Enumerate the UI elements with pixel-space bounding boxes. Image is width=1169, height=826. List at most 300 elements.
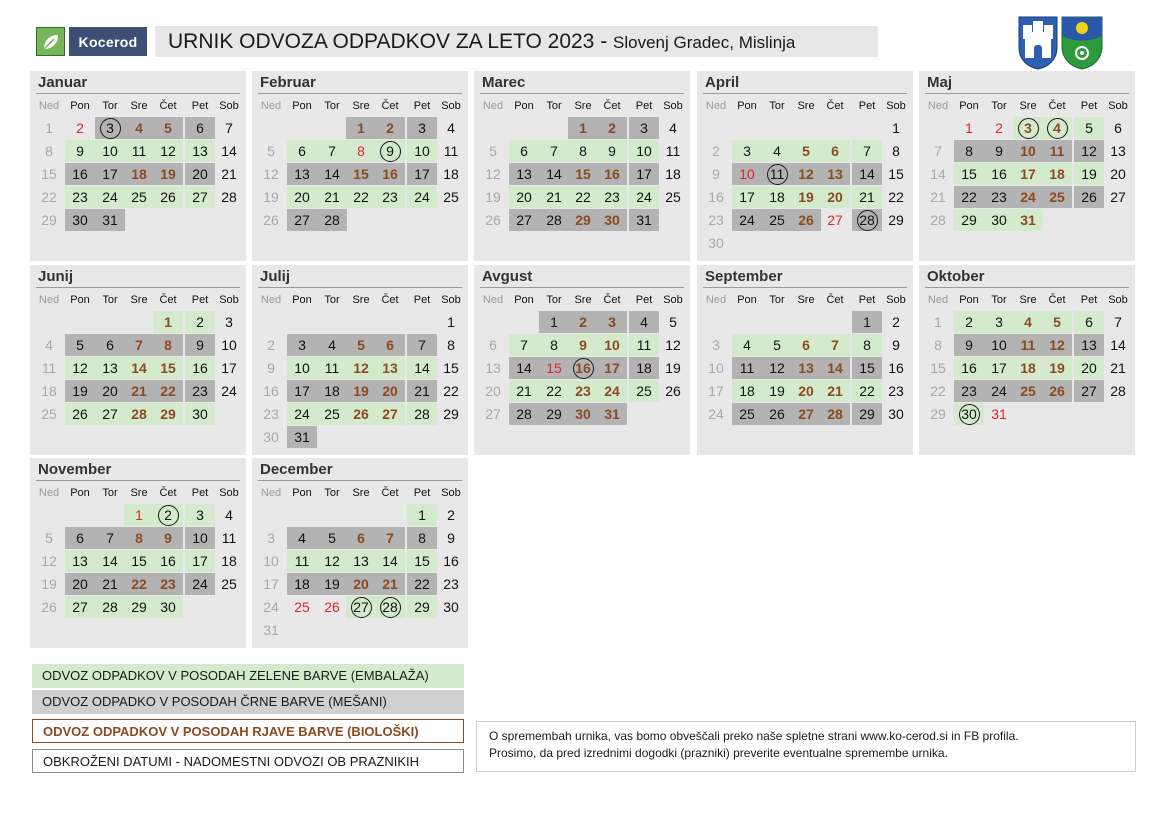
calendar-day: 19 (762, 380, 792, 402)
weekday-header: Čet (381, 294, 399, 306)
month-oktober (919, 265, 1135, 455)
weekday-header: Tor (324, 294, 340, 306)
month-november (30, 458, 246, 648)
calendar-day: 30 (65, 209, 95, 231)
logo-text: Kocerod (69, 27, 147, 56)
calendar-day: 8 (447, 337, 455, 353)
circled-day: 4 (1047, 118, 1068, 139)
calendar-day: 6 (1114, 120, 1122, 136)
calendar-day: 30 (263, 429, 279, 445)
calendar-day: 27 (287, 209, 317, 231)
calendar-day: 3 (629, 117, 659, 139)
calendar-day: 24 (732, 209, 762, 231)
month-name: Januar (38, 74, 88, 91)
legend-gray: ODVOZ ODPADKO V POSODAH ČRNE BARVE (MEŠANI) (32, 690, 464, 714)
circled-day: 28 (857, 210, 878, 231)
calendar-day: 28 (820, 403, 850, 425)
calendar-day: 17 (732, 186, 762, 208)
calendar-day: 13 (65, 550, 95, 572)
calendar-day: 1 (934, 314, 942, 330)
weekday-header: Ned (705, 100, 727, 112)
calendar-day: 19 (41, 576, 57, 592)
info-note-line-1: O spremembah urnika, vas bomo obveščali preko naše spletne strani www.ko-cerod.si in FB profila. (489, 729, 1019, 743)
calendar-day: 17 (708, 383, 724, 399)
calendar-day: 23 (263, 406, 279, 422)
month-divider (258, 287, 462, 288)
calendar-day: 29 (568, 209, 598, 231)
calendar-day: 9 (568, 334, 598, 356)
calendar-day: 6 (375, 334, 405, 356)
calendar-day (346, 596, 376, 618)
weekday-header: Čet (1048, 294, 1066, 306)
calendar-day: 2 (892, 314, 900, 330)
weekday-header: Sre (797, 100, 815, 112)
month-name: September (705, 268, 783, 285)
calendar-day: 20 (1074, 357, 1104, 379)
calendar-day: 10 (185, 527, 215, 549)
calendar-day: 10 (732, 163, 762, 185)
weekday-header: Pon (70, 487, 90, 499)
calendar-day: 23 (375, 186, 405, 208)
calendar-day: 26 (791, 209, 821, 231)
calendar-day: 5 (791, 140, 821, 162)
calendar-day (95, 117, 125, 139)
calendar-day: 10 (1013, 140, 1043, 162)
weekday-header: Ned (927, 294, 949, 306)
calendar-day: 5 (669, 314, 677, 330)
calendar-day: 2 (375, 117, 405, 139)
weekday-header: Sre (1019, 294, 1037, 306)
calendar-day: 19 (263, 189, 279, 205)
calendar-day: 10 (221, 337, 237, 353)
calendar-day: 5 (1042, 311, 1072, 333)
calendar-day: 22 (41, 189, 57, 205)
month-name: Junij (38, 268, 74, 285)
calendar-day: 6 (791, 334, 821, 356)
calendar-day: 23 (597, 186, 627, 208)
weekday-header: Čet (159, 487, 177, 499)
calendar-day: 30 (984, 209, 1014, 231)
calendar-day: 21 (375, 573, 405, 595)
weekday-header: Ned (38, 294, 60, 306)
calendar-day: 8 (852, 334, 882, 356)
calendar-day: 3 (732, 140, 762, 162)
calendar-day: 3 (984, 311, 1014, 333)
title-text: URNIK ODVOZA ODPADKOV ZA LETO 2023 - (168, 30, 608, 53)
calendar-day: 20 (791, 380, 821, 402)
calendar-day: 23 (568, 380, 598, 402)
calendar-day: 8 (892, 143, 900, 159)
calendar-day: 28 (124, 403, 154, 425)
circled-day: 27 (351, 597, 372, 618)
calendar-day: 27 (375, 403, 405, 425)
calendar-day: 8 (153, 334, 183, 356)
weekday-header: Ned (38, 100, 60, 112)
calendar-day: 24 (95, 186, 125, 208)
calendar-day: 19 (665, 360, 681, 376)
weekday-header: Pet (413, 294, 431, 306)
calendar-day: 1 (124, 504, 154, 526)
calendar-day: 5 (267, 143, 275, 159)
calendar-day: 3 (597, 311, 627, 333)
calendar-day: 26 (1074, 186, 1104, 208)
weekday-header: Pon (737, 294, 757, 306)
month-marec (474, 71, 690, 261)
calendar-day: 29 (930, 406, 946, 422)
calendar-day: 23 (185, 380, 215, 402)
calendar-day: 13 (509, 163, 539, 185)
calendar-day: 16 (263, 383, 279, 399)
calendar-day: 25 (732, 403, 762, 425)
weekday-header: Ned (38, 487, 60, 499)
weekday-header: Pet (413, 100, 431, 112)
weekday-header: Sob (441, 487, 461, 499)
calendar-day: 26 (263, 212, 279, 228)
calendar-day (1013, 117, 1043, 139)
weekday-header: Sre (130, 294, 148, 306)
calendar-day: 11 (629, 334, 659, 356)
month-divider (36, 287, 240, 288)
calendar-day: 27 (509, 209, 539, 231)
month-maj (919, 71, 1135, 261)
calendar-day: 27 (65, 596, 95, 618)
calendar-day: 25 (762, 209, 792, 231)
weekday-header: Tor (324, 100, 340, 112)
weekday-header: Čet (826, 294, 844, 306)
calendar-day: 26 (324, 599, 340, 615)
month-divider (36, 480, 240, 481)
month-december (252, 458, 468, 648)
calendar-day: 24 (185, 573, 215, 595)
calendar-day: 27 (827, 212, 843, 228)
calendar-day (375, 596, 405, 618)
calendar-day: 26 (485, 212, 501, 228)
weekday-header: Čet (159, 294, 177, 306)
calendar-day: 18 (287, 573, 317, 595)
calendar-day: 28 (509, 403, 539, 425)
calendar-day: 8 (568, 140, 598, 162)
calendar-day: 14 (407, 357, 437, 379)
calendar-day: 23 (443, 576, 459, 592)
calendar-day: 22 (888, 189, 904, 205)
calendar-day: 28 (1110, 383, 1126, 399)
calendar-day: 13 (346, 550, 376, 572)
calendar-day: 25 (1042, 186, 1072, 208)
title-location: Slovenj Gradec, Mislinja (613, 33, 796, 52)
calendar-day: 7 (124, 334, 154, 356)
calendar-day: 6 (287, 140, 317, 162)
calendar-day: 22 (153, 380, 183, 402)
calendar-day: 21 (221, 166, 237, 182)
circled-day: 9 (380, 141, 401, 162)
calendar-day: 18 (221, 553, 237, 569)
calendar-day: 29 (539, 403, 569, 425)
calendar-day: 30 (708, 235, 724, 251)
calendar-day: 15 (568, 163, 598, 185)
calendar-day: 20 (485, 383, 501, 399)
calendar-day: 28 (407, 403, 437, 425)
slovenj-gradec-crest-icon (1018, 16, 1058, 70)
calendar-day: 16 (708, 189, 724, 205)
calendar-day: 10 (708, 360, 724, 376)
calendar-day: 4 (45, 337, 53, 353)
calendar-day: 20 (1110, 166, 1126, 182)
calendar-day: 24 (263, 599, 279, 615)
calendar-day: 8 (45, 143, 53, 159)
calendar-day: 1 (965, 120, 973, 136)
calendar-day: 30 (568, 403, 598, 425)
weekday-header: Tor (102, 100, 118, 112)
calendar-day: 20 (375, 380, 405, 402)
weekday-header: Sre (352, 487, 370, 499)
calendar-day: 17 (263, 576, 279, 592)
calendar-day: 26 (762, 403, 792, 425)
weekday-header: Pet (191, 294, 209, 306)
calendar-day: 18 (762, 186, 792, 208)
calendar-day: 6 (489, 337, 497, 353)
month-name: November (38, 461, 112, 478)
calendar-day: 22 (852, 380, 882, 402)
weekday-header: Sob (441, 294, 461, 306)
weekday-header: Tor (546, 100, 562, 112)
month-januar (30, 71, 246, 261)
calendar-day: 15 (153, 357, 183, 379)
calendar-day: 16 (65, 163, 95, 185)
calendar-day: 26 (346, 403, 376, 425)
calendar-day: 2 (995, 120, 1003, 136)
calendar-day: 12 (485, 166, 501, 182)
weekday-header: Čet (159, 100, 177, 112)
calendar-day: 8 (539, 334, 569, 356)
calendar-day: 17 (221, 360, 237, 376)
weekday-header: Sob (219, 294, 239, 306)
calendar-day: 4 (225, 507, 233, 523)
legend-brown: ODVOZ ODPADKOV V POSODAH RJAVE BARVE (BIOLOŠKI) (32, 719, 464, 743)
calendar-day: 18 (1013, 357, 1043, 379)
weekday-header: Sob (663, 100, 683, 112)
calendar-day: 25 (443, 189, 459, 205)
calendar-day (852, 209, 882, 231)
calendar-day: 29 (443, 406, 459, 422)
calendar-day: 17 (984, 357, 1014, 379)
calendar-day: 30 (888, 406, 904, 422)
calendar-day: 5 (65, 334, 95, 356)
calendar-day: 15 (124, 550, 154, 572)
calendar-day: 12 (346, 357, 376, 379)
weekday-header: Tor (324, 487, 340, 499)
calendar-day: 31 (991, 406, 1007, 422)
weekday-header: Čet (381, 100, 399, 112)
calendar-day: 11 (443, 143, 459, 159)
calendar-day: 14 (509, 357, 539, 379)
month-name: April (705, 74, 740, 91)
calendar-day: 15 (539, 357, 569, 379)
month-name: December (260, 461, 333, 478)
weekday-header: Pet (191, 100, 209, 112)
calendar-day: 10 (263, 553, 279, 569)
calendar-day: 31 (1013, 209, 1043, 231)
calendar-day: 17 (95, 163, 125, 185)
month-name: Februar (260, 74, 316, 91)
calendar-day (1042, 117, 1072, 139)
calendar-day: 29 (407, 596, 437, 618)
month-divider (480, 287, 684, 288)
calendar-day: 7 (225, 120, 233, 136)
weekday-header: Sre (352, 294, 370, 306)
calendar-day: 14 (317, 163, 347, 185)
calendar-day: 31 (263, 622, 279, 638)
calendar-day: 16 (888, 360, 904, 376)
calendar-day: 20 (509, 186, 539, 208)
calendar-day: 7 (1114, 314, 1122, 330)
calendar-day: 18 (443, 166, 459, 182)
calendar-day: 11 (124, 140, 154, 162)
calendar-day: 11 (41, 360, 57, 376)
calendar-day: 6 (185, 117, 215, 139)
calendar-day: 21 (509, 380, 539, 402)
calendar-day: 3 (225, 314, 233, 330)
calendar-day: 10 (287, 357, 317, 379)
calendar-day: 24 (597, 380, 627, 402)
mislinja-crest-icon (1061, 16, 1103, 70)
calendar-day: 7 (407, 334, 437, 356)
calendar-day: 21 (1110, 360, 1126, 376)
weekday-header: Pet (858, 100, 876, 112)
calendar-day: 18 (629, 357, 659, 379)
calendar-day: 21 (820, 380, 850, 402)
calendar-day: 24 (1013, 186, 1043, 208)
weekday-header: Tor (769, 294, 785, 306)
calendar-day: 10 (95, 140, 125, 162)
calendar-day: 9 (185, 334, 215, 356)
calendar-day: 13 (287, 163, 317, 185)
calendar-day: 26 (665, 383, 681, 399)
calendar-day: 19 (1074, 163, 1104, 185)
month-name: Marec (482, 74, 526, 91)
calendar-day: 28 (317, 209, 347, 231)
calendar-day: 17 (185, 550, 215, 572)
calendar-day: 14 (852, 163, 882, 185)
calendar-day (568, 357, 598, 379)
calendar-day: 25 (221, 576, 237, 592)
calendar-day: 24 (629, 186, 659, 208)
calendar-day: 18 (317, 380, 347, 402)
calendar-day: 1 (852, 311, 882, 333)
weekday-header: Čet (826, 100, 844, 112)
calendar-day: 12 (153, 140, 183, 162)
calendar-day: 17 (287, 380, 317, 402)
month-september (697, 265, 913, 455)
calendar-day: 7 (317, 140, 347, 162)
weekday-header: Sob (1108, 294, 1128, 306)
month-divider (480, 93, 684, 94)
weekday-header: Tor (102, 294, 118, 306)
calendar-day: 8 (346, 140, 376, 162)
calendar-day (375, 140, 405, 162)
kocerod-logo (36, 27, 147, 56)
calendar-day: 18 (1042, 163, 1072, 185)
calendar-day: 20 (346, 573, 376, 595)
calendar-day: 26 (1042, 380, 1072, 402)
weekday-header: Tor (991, 294, 1007, 306)
weekday-header: Sob (441, 100, 461, 112)
calendar-day: 6 (65, 527, 95, 549)
weekday-header: Ned (482, 100, 504, 112)
calendar-day: 29 (41, 212, 57, 228)
calendar-day: 4 (447, 120, 455, 136)
weekday-header: Pet (635, 294, 653, 306)
month-name: Oktober (927, 268, 985, 285)
calendar-day: 24 (407, 186, 437, 208)
calendar-day: 3 (267, 530, 275, 546)
calendar-day: 7 (539, 140, 569, 162)
calendar-day: 23 (888, 383, 904, 399)
circled-day: 3 (100, 118, 121, 139)
weekday-header: Ned (927, 100, 949, 112)
calendar-day: 17 (1013, 163, 1043, 185)
calendar-day: 14 (124, 357, 154, 379)
calendar-day: 31 (287, 426, 317, 448)
weekday-header: Pet (1080, 100, 1098, 112)
calendar-day: 31 (629, 209, 659, 231)
calendar-day: 22 (539, 380, 569, 402)
calendar-day: 3 (407, 117, 437, 139)
calendar-day: 16 (984, 163, 1014, 185)
calendar-day: 6 (95, 334, 125, 356)
weekday-header: Pet (858, 294, 876, 306)
calendar-day: 25 (665, 189, 681, 205)
calendar-day: 4 (317, 334, 347, 356)
calendar-day: 11 (732, 357, 762, 379)
calendar-day: 12 (791, 163, 821, 185)
calendar-day: 27 (185, 186, 215, 208)
calendar-day: 11 (287, 550, 317, 572)
calendar-day: 21 (539, 186, 569, 208)
weekday-header: Ned (260, 487, 282, 499)
weekday-header: Pon (737, 100, 757, 112)
calendar-day: 8 (124, 527, 154, 549)
calendar-day: 21 (852, 186, 882, 208)
calendar-day: 9 (954, 334, 984, 356)
weekday-header: Sob (219, 487, 239, 499)
calendar-day: 9 (892, 337, 900, 353)
weekday-header: Pon (292, 294, 312, 306)
calendar-day: 25 (1013, 380, 1043, 402)
calendar-day: 13 (1074, 334, 1104, 356)
calendar-day: 8 (954, 140, 984, 162)
calendar-day: 21 (317, 186, 347, 208)
calendar-day: 16 (153, 550, 183, 572)
calendar-day: 28 (221, 189, 237, 205)
calendar-day: 7 (852, 140, 882, 162)
calendar-day: 2 (185, 311, 215, 333)
calendar-day: 13 (820, 163, 850, 185)
calendar-day: 14 (95, 550, 125, 572)
calendar-day: 23 (65, 186, 95, 208)
calendar-day: 22 (124, 573, 154, 595)
calendar-day: 20 (95, 380, 125, 402)
month-februar (252, 71, 468, 261)
month-name: Maj (927, 74, 953, 91)
month-divider (925, 287, 1129, 288)
calendar-day: 27 (1110, 189, 1126, 205)
calendar-day: 22 (930, 383, 946, 399)
month-avgust (474, 265, 690, 455)
calendar-day: 23 (984, 186, 1014, 208)
calendar-day: 1 (407, 504, 437, 526)
weekday-header: Čet (1048, 100, 1066, 112)
weekday-header: Tor (546, 294, 562, 306)
